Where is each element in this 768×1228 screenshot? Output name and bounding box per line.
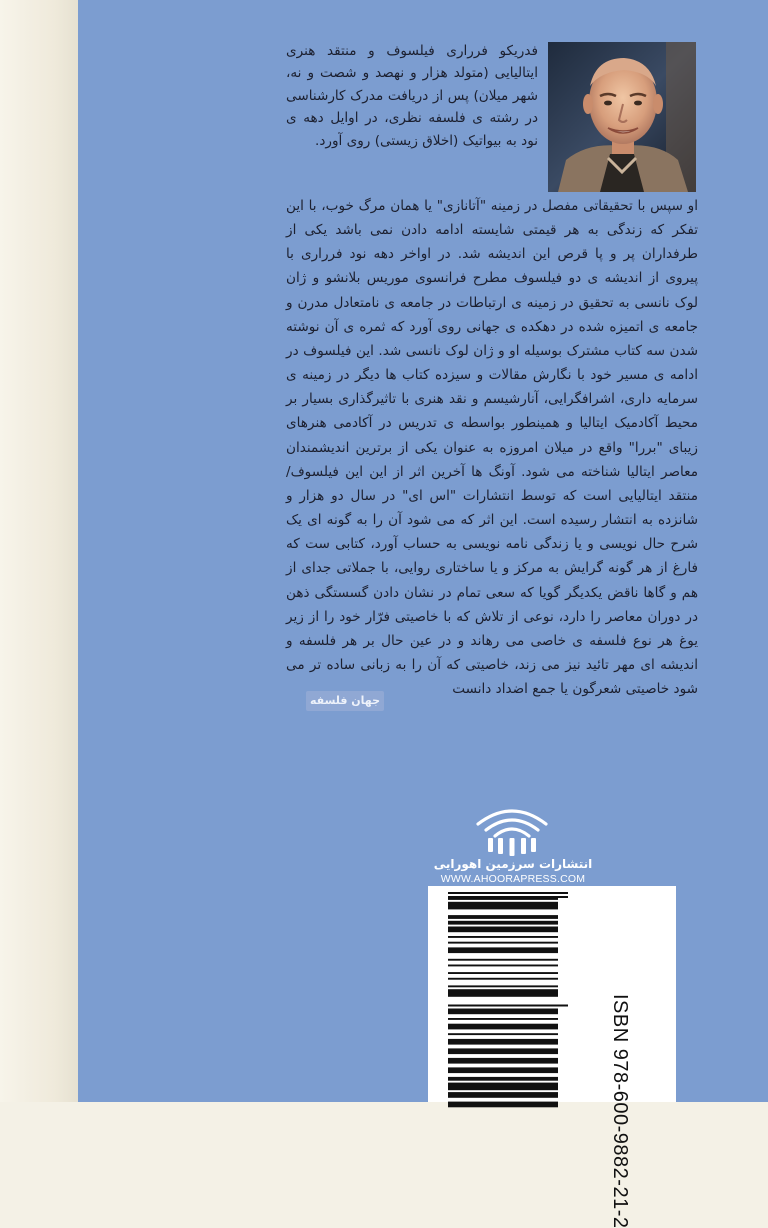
- back-cover: [78, 0, 768, 1228]
- barcode-bar: [448, 1067, 558, 1073]
- barcode-bar: [448, 942, 558, 944]
- barcode-bar: [448, 1024, 558, 1030]
- barcode-guard-bar: [448, 892, 568, 894]
- barcode-bar: [448, 1083, 558, 1091]
- barcode-bar: [448, 947, 558, 953]
- barcode-bar: [448, 1009, 558, 1015]
- barcode-bar: [448, 1077, 558, 1081]
- barcode-bar: [448, 936, 558, 938]
- publisher-logo-icon: [470, 800, 554, 856]
- barcode-bar: [448, 927, 558, 933]
- publisher-url: WWW.AHOORAPRESS.COM: [440, 873, 586, 885]
- barcode-bar: [448, 921, 558, 925]
- barcode-bar: [448, 1092, 558, 1098]
- barcode-bar: [448, 972, 558, 974]
- page-edge-strip: [0, 0, 78, 1102]
- isbn-label: ISBN 978-600-9882-21-2: [609, 994, 631, 1228]
- book-description: او سپس با تحقیقاتی مفصل در زمینه "آتانازی" یا همان مرگ خوب، با این تفکر که زندگی به هر قیمتی شایسته ادامه دادن نمی باشد یکی از طرفداران پر و پا قرص این اندیشه شد. در اواخر دهه نود فرراری با پیروی از اندیشه ی دو فیلسوف مطرح فرانسوی موریس بلانشو و ژان لوک نانسی به تحقیق در زمینه ی ارتباطات در جامعه ی نامتعادل مدرن و جامعه ی اتمیزه شده در دهکده ی جهانی روی آورد که ثمره ی آن نوشته شدن سه کتاب مشترک بوسیله او و ژان لوک نانسی شد. این فیلسوف در ادامه ی مسیر خود با نگارش مقالات و سیزده کتاب ها دیگر در زمینه ی سرمایه داری، اشرافگرایی، آنارشیسم و نقد هنری با تاثیرگذاری بسیار بر محیط آکادمیک ایتالیا و همینطور بواسطه ی تدریس در آکادمی هنرهای زیبای "بررا" واقع در میلان امروزه به عنوان یکی از برترین اندیشمندان معاصر ایتالیا شناخته می شود. آونگ ها آخرین اثر از این این فیلسوف/منتقد ایتالیایی است که توسط انتشارات "اس ای" در سال دو هزار و شانزده به انتشار رسیده است. این اثر که می شود آن را به گونه ای یک شرح حال نویسی و یا زندگی نامه نویسی به حساب آورد، کتابی ست که فارغ از هر گونه گرایش به مرکز و یا ساختاری روایی، با جملاتی جدای از هم و گاها ناقض یکدیگر گویا که سعی تمام در نشان دادن گسستگی ذهن در دوران معاصر را دارد، نوعی از تلاش که با خاصیتی فرّار خود را از زیر یوغ هر نوع فلسفه ی خاصی می رهاند و در عین حال بر هر فلسفه و اندیشه ای مهر تائید نیز می زند، خاصیتی که آن را به زبانی ساده تر می شود خاصیتی شعرگون یا جمع اضداد دانست: [286, 198, 698, 698]
- publisher-name: انتشارات سرزمین اهورایی: [433, 857, 593, 871]
- barcode-bar: [448, 1048, 558, 1054]
- barcode-bar: [448, 1018, 558, 1020]
- barcode-bar: [448, 898, 558, 900]
- barcode-guard-bar: [448, 1005, 568, 1007]
- barcode-guard-bar: [448, 896, 568, 898]
- barcode-bar: [448, 1058, 558, 1064]
- barcode-bar: [448, 989, 558, 997]
- barcode-bar: [448, 902, 558, 910]
- barcode-bar: [448, 1033, 558, 1035]
- barcode-bar: [448, 1039, 558, 1045]
- author-bio: فدریکو فرراری فیلسوف و منتقد هنری ایتالیایی (متولد هزار و نهصد و شصت و نه، شهر میلان) پس از دریافت مدرک کارشناسی در رشته ی فلسفه نظری، در اوایل دهه ی نود به بیواتیک (اخلاق زیستی) روی آورد.: [286, 43, 538, 149]
- barcode-bar: [448, 1102, 558, 1108]
- barcode-bars: [428, 886, 676, 1102]
- barcode-bar: [448, 915, 558, 919]
- series-badge: جهان فلسفه: [306, 691, 384, 711]
- barcode-bar: [448, 985, 558, 987]
- author-photo: [548, 42, 696, 192]
- isbn-barcode: [428, 886, 676, 1228]
- barcode-bar: [448, 965, 558, 967]
- barcode-bar: [448, 978, 558, 980]
- barcode-bar: [448, 959, 558, 961]
